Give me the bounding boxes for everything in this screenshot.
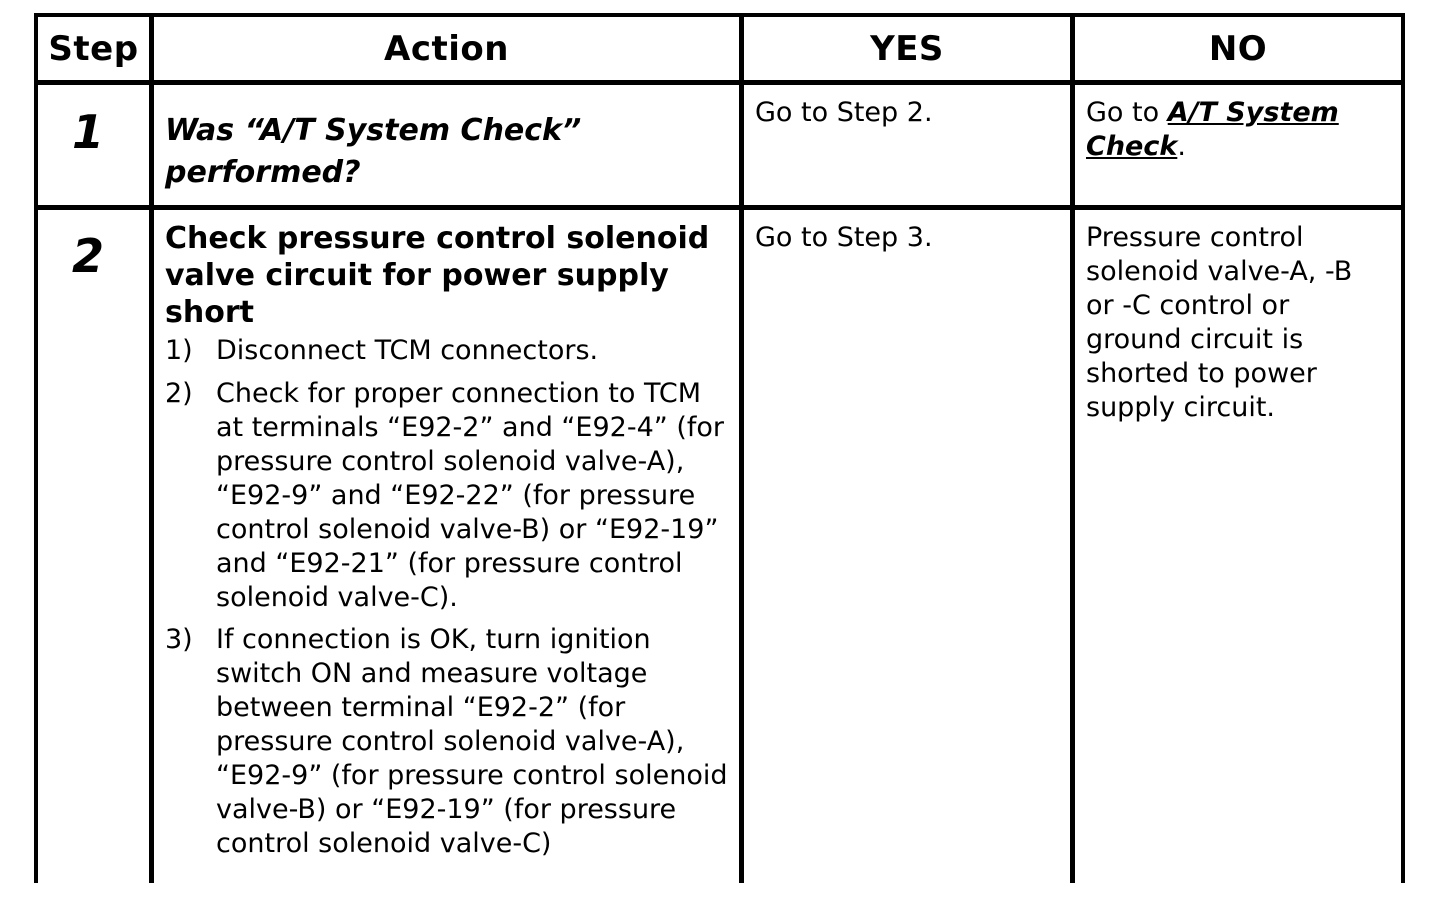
header-step: Step xyxy=(48,28,139,69)
substep-number: 2) xyxy=(165,378,193,409)
row1-bottom-border xyxy=(34,205,1405,210)
col-divider-step xyxy=(149,13,154,883)
substep-text: If connection is OK, turn ignition switch ON and measure voltage between terminal “E92-2” (for pressure control solenoid valve-A), “E92-9” (for pressure control solenoid valve-B) or “E92-19” (for pressure control solenoid valve-C) xyxy=(216,624,728,859)
step-number-1: 1 xyxy=(71,105,104,159)
row1-no-suffix: . xyxy=(1177,131,1186,162)
row1-yes: Go to Step 2. xyxy=(755,97,933,128)
substep xyxy=(165,623,730,861)
substep-number: 1) xyxy=(165,335,193,366)
substep-number: 3) xyxy=(165,624,193,655)
col-divider-yes xyxy=(1070,13,1075,883)
row2-no: Pressure control solenoid valve-A, -B or -C control or ground circuit is shorted to power supply circuit. xyxy=(1086,222,1353,423)
header-yes: YES xyxy=(870,28,944,69)
row1-no xyxy=(1086,96,1386,164)
action-title: Check pressure control solenoid valve circuit for power supply short xyxy=(165,221,710,330)
substep xyxy=(165,377,730,615)
row2-action xyxy=(165,220,730,861)
substep xyxy=(165,334,730,368)
header-bottom-border xyxy=(34,80,1405,85)
header-action: Action xyxy=(384,28,509,69)
table-right-border xyxy=(1401,13,1405,883)
action-question: Was “A/T System Check” performed? xyxy=(165,113,582,190)
col-divider-action xyxy=(739,13,744,883)
row1-no-prefix: Go to xyxy=(1086,97,1168,128)
step-number-2: 2 xyxy=(71,229,104,283)
header-no: NO xyxy=(1208,28,1268,69)
substep-text: Disconnect TCM connectors. xyxy=(216,335,599,366)
substep-text: Check for proper connection to TCM at terminals “E92-2” and “E92-4” (for pressure control solenoid valve-A), “E92-9” and “E92-22” (for pressure control solenoid valve-B) or “E92-19” and “E92-21” (for pressure control solenoid valve-C). xyxy=(216,378,724,613)
diagnostic-table xyxy=(34,13,1405,883)
at-system-check-link[interactable]: A/T System Check xyxy=(1086,97,1339,162)
row2-yes: Go to Step 3. xyxy=(755,222,933,253)
